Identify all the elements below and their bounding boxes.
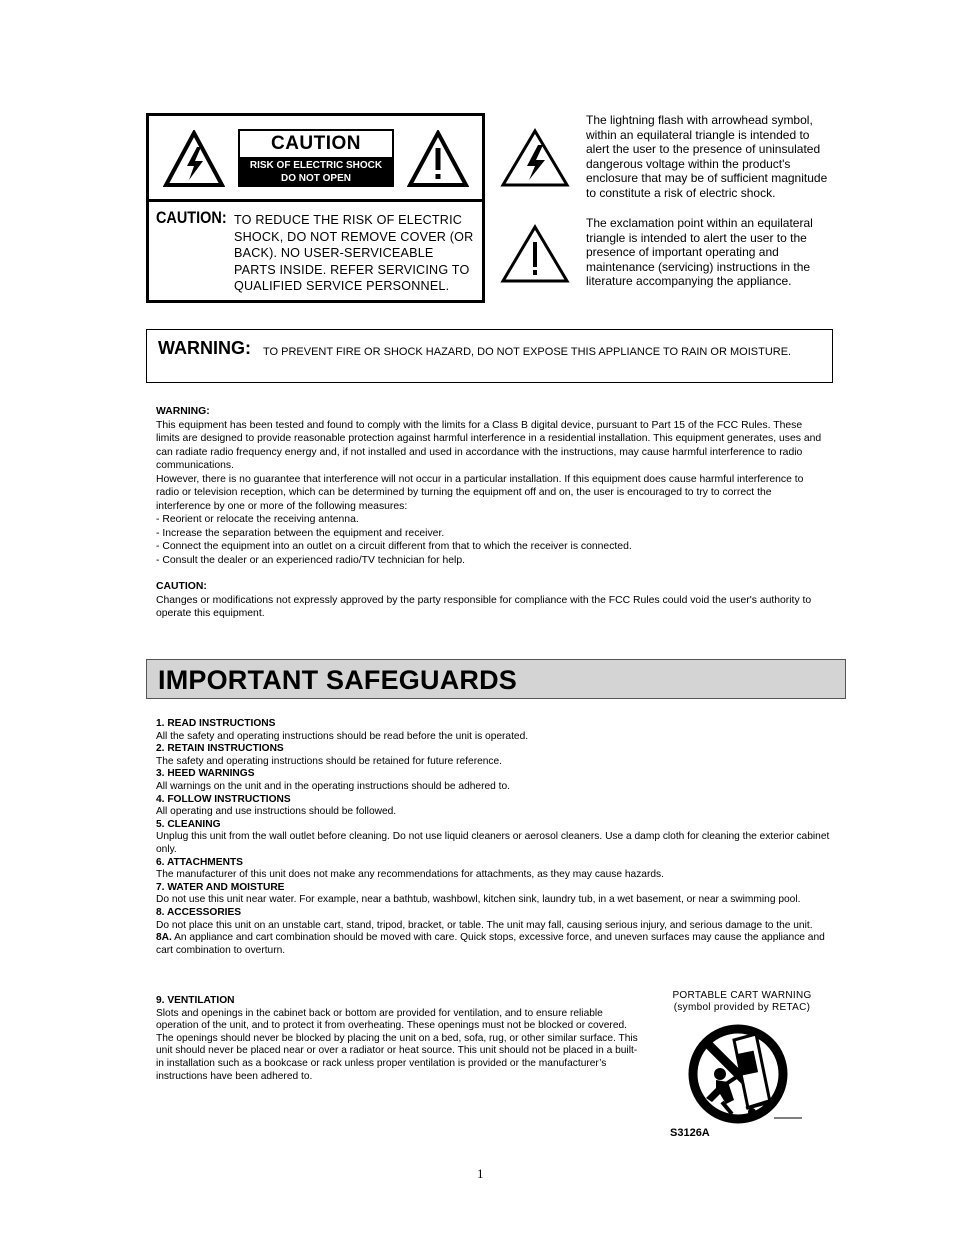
exclamation-triangle-icon bbox=[407, 130, 469, 188]
safeguard-text: All warnings on the unit and in the operating instructions should be adhered to. bbox=[156, 780, 510, 792]
warning-text: TO PREVENT FIRE OR SHOCK HAZARD, DO NOT EXPOSE THIS APPLIANCE TO RAIN OR MOISTURE. bbox=[263, 346, 792, 358]
caution-label-bottom bbox=[149, 202, 482, 300]
cart-caption-line1: PORTABLE CART WARNING bbox=[672, 990, 812, 1001]
fcc-measure: - Increase the separation between the equipment and receiver. bbox=[156, 527, 445, 539]
caution-risk-line2: DO NOT OPEN bbox=[280, 173, 351, 184]
safeguard-heading: 2. RETAIN INSTRUCTIONS bbox=[156, 743, 284, 755]
caution-label bbox=[146, 113, 485, 303]
safeguard-8a bbox=[156, 932, 831, 957]
safeguard-text: Unplug this unit from the wall outlet before cleaning. Do not use liquid cleaners or aerosol cleaners. Use a damp cloth for cleaning the exterior cabinet only. bbox=[156, 831, 830, 855]
safeguard-heading: 7. WATER AND MOISTURE bbox=[156, 881, 285, 893]
safeguards-list bbox=[156, 718, 831, 957]
warning-heading: WARNING: bbox=[158, 338, 251, 358]
fcc-caution-text: Changes or modifications not expressly approved by the party responsible for compliance with the FCC Rules could void the user's authority to operate this equipment. bbox=[156, 594, 812, 619]
cart-warning-code: S3126A bbox=[670, 1127, 710, 1139]
page-number: 1 bbox=[477, 1166, 484, 1181]
cart-warning-caption bbox=[668, 990, 816, 1014]
safeguard-heading: 3. HEED WARNINGS bbox=[156, 768, 255, 780]
safeguards-banner bbox=[146, 659, 846, 699]
safeguard-heading: 8. ACCESSORIES bbox=[156, 906, 242, 918]
fcc-measure: - Connect the equipment into an outlet on a circuit different from that to which the receiver is connected. bbox=[156, 541, 632, 552]
fcc-warning-heading: WARNING: bbox=[156, 406, 210, 417]
cart-caption-line2: (symbol provided by RETAC) bbox=[673, 1002, 811, 1013]
safeguard-text: All the safety and operating instructions should be read before the unit is operated. bbox=[156, 730, 529, 742]
fcc-paragraph-1: This equipment has been tested and found to comply with the limits for a Class B digital device, pursuant to Part 15 of the FCC Rules. These limits are designed to provide reasonable protection against harmful interference in a residential installation. This equipment generates, uses and can radiate radio frequency energy and, if not installed and used in accordance with the instructions, may cause harmful interference to radio communications. bbox=[156, 419, 822, 471]
safeguard-ventilation bbox=[156, 995, 638, 1083]
exclamation-symbol-description: The exclamation point within an equilateral triangle is intended to alert the user to the presence of important operating and maintenance (servicing) instructions in the literature accompanying the appliance. bbox=[586, 216, 813, 289]
safeguard-text: The manufacturer of this unit does not make any recommendations for attachments, as they may cause hazards. bbox=[156, 869, 664, 881]
caution-sign-title: CAUTION bbox=[240, 131, 392, 157]
safeguard-8a-label: 8A. bbox=[156, 932, 172, 944]
caution-sign-risk bbox=[240, 157, 392, 187]
caution-heading: CAUTION: bbox=[156, 208, 227, 227]
safeguard-8a-text: An appliance and cart combination should be moved with care. Quick stops, excessive force, and uneven surfaces may cause the appliance and cart combination to overturn. bbox=[156, 932, 825, 956]
safeguard-heading: 6. ATTACHMENTS bbox=[156, 856, 243, 868]
portable-cart-warning-icon bbox=[686, 1022, 816, 1126]
lightning-symbol-description: The lightning flash with arrowhead symbol, within an equilateral triangle is intended to alert the user to the presence of uninsulated dangerous voltage within the product's enclosure that may be of sufficient magnitude to constitute a risk of electric shock. bbox=[586, 113, 828, 200]
safeguard-heading: 4. FOLLOW INSTRUCTIONS bbox=[156, 793, 291, 805]
safeguard-heading: 9. VENTILATION bbox=[156, 995, 235, 1006]
caution-text: TO REDUCE THE RISK OF ELECTRIC SHOCK, DO NOT REMOVE COVER (OR BACK). NO USER-SERVICEABLE PARTS INSIDE. REFER SERVICING TO QUALIFIED SERVICE PERSONNEL. bbox=[234, 213, 474, 293]
safeguard-heading: 5. CLEANING bbox=[156, 818, 221, 830]
safeguards-title: IMPORTANT SAFEGUARDS bbox=[158, 665, 517, 695]
lightning-triangle-icon bbox=[500, 128, 570, 188]
caution-sign bbox=[238, 129, 394, 187]
caution-risk-line1: RISK OF ELECTRIC SHOCK bbox=[249, 160, 383, 171]
fcc-caution-heading: CAUTION: bbox=[156, 581, 207, 592]
warning-box bbox=[146, 329, 833, 383]
safeguard-text: Do not place this unit on an unstable cart, stand, tripod, bracket, or table. The unit may fall, causing serious injury, and serious damage to the unit. bbox=[156, 919, 813, 931]
fcc-paragraph-2: However, there is no guarantee that interference will not occur in a particular installation. If this equipment does cause harmful interference to radio or television reception, which can be determined by turning the equipment off and on, the user is encouraged to try to correct the interference by one or more of the following measures: bbox=[156, 473, 804, 512]
caution-label-top bbox=[149, 116, 482, 202]
fcc-statement bbox=[156, 405, 826, 621]
safeguard-text: Do not use this unit near water. For example, near a bathtub, washbowl, kitchen sink, laundry tub, in a wet basement, or near a swimming pool. bbox=[156, 894, 801, 906]
safeguard-text: The safety and operating instructions should be retained for future reference. bbox=[156, 755, 503, 767]
exclamation-triangle-icon bbox=[500, 224, 570, 284]
safeguard-text: All operating and use instructions should be followed. bbox=[156, 806, 397, 818]
safeguard-heading: 1. READ INSTRUCTIONS bbox=[156, 718, 276, 729]
safeguard-text: Slots and openings in the cabinet back or bottom are provided for ventilation, and to ensure reliable operation of the unit, and to protect it from overheating. These openings must not be blocked or covered. The openings should never be blocked by placing the unit on a bed, sofa, rug, or other similar surface. This unit should never be placed near or over a radiator or heat source. This unit should not be placed in a built-in installation such as a bookcase or rack unless proper ventilation is provided or the manufacturer’s instructions have been adhered to. bbox=[156, 1007, 638, 1082]
fcc-measure: - Consult the dealer or an experienced radio/TV technician for help. bbox=[156, 554, 466, 566]
lightning-triangle-icon bbox=[163, 130, 225, 188]
fcc-measure: - Reorient or relocate the receiving antenna. bbox=[156, 514, 359, 525]
